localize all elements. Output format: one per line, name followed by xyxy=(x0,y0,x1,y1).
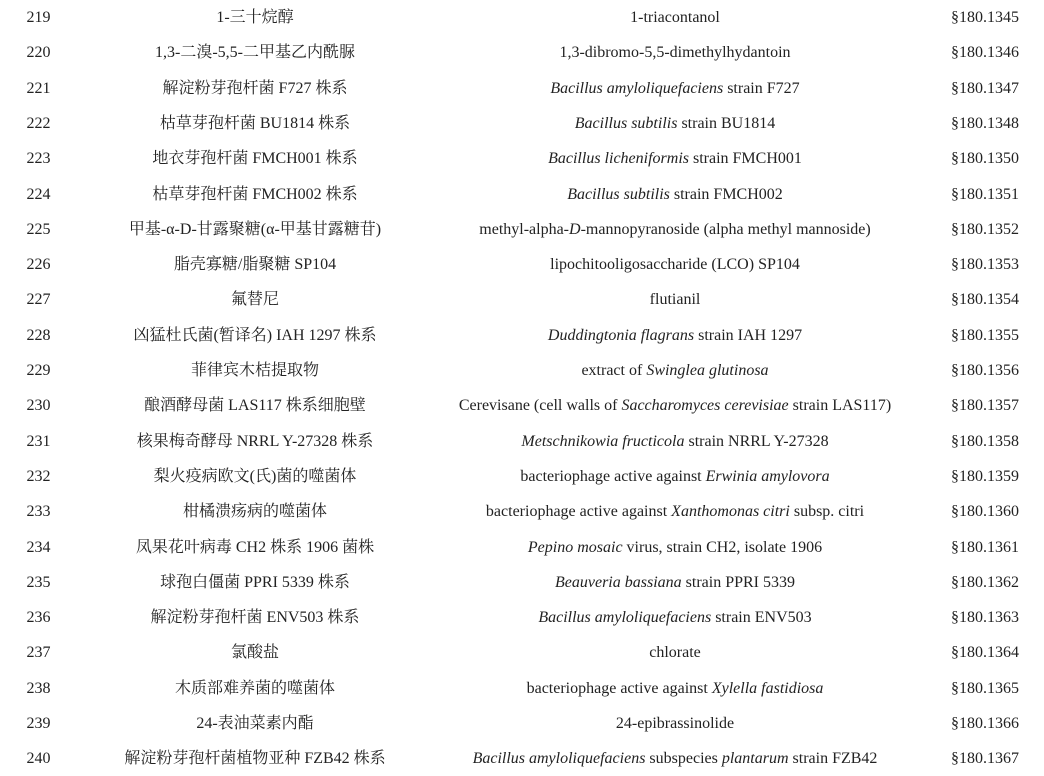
english-name-part: strain IAH 1297 xyxy=(694,326,803,344)
chinese-name: 核果梅奇酵母 NRRL Y-27328 株系 xyxy=(136,432,374,450)
english-name-italic-part: D xyxy=(569,220,581,238)
row-number: 232 xyxy=(26,467,51,485)
cfr-section: §180.1354 xyxy=(951,291,1019,309)
row-number: 227 xyxy=(26,291,51,309)
english-name xyxy=(425,459,925,494)
english-name xyxy=(425,106,925,141)
table-row xyxy=(0,671,1044,706)
english-name xyxy=(425,424,925,459)
row-number: 238 xyxy=(26,679,51,697)
chinese-name: 球孢白僵菌 PPRI 5339 株系 xyxy=(160,573,350,591)
english-name-part: strain F727 xyxy=(723,79,800,97)
row-number: 234 xyxy=(26,538,51,556)
english-name-italic-part: Swinglea glutinosa xyxy=(646,362,769,379)
chinese-name: 24-表油菜素内酯 xyxy=(196,715,314,732)
cfr-section: §180.1345 xyxy=(951,9,1019,26)
english-name xyxy=(425,494,925,529)
cfr-section: §180.1352 xyxy=(951,220,1019,238)
cfr-section: §180.1348 xyxy=(951,114,1019,132)
english-name xyxy=(425,318,925,353)
cfr-section: §180.1356 xyxy=(951,362,1019,379)
row-number: 219 xyxy=(26,9,51,26)
english-name-part: 1,3-dibromo-5,5-dimethylhydantoin xyxy=(559,44,791,62)
english-name-part: strain BU1814 xyxy=(677,114,776,132)
cfr-section: §180.1358 xyxy=(951,432,1019,450)
table-row xyxy=(0,177,1044,212)
table-row xyxy=(0,494,1044,529)
chinese-name: 解淀粉芽孢杆菌 F727 株系 xyxy=(162,79,348,97)
table-row xyxy=(0,565,1044,600)
english-name-part: strain ENV503 xyxy=(711,609,812,627)
chinese-name: 脂壳寡糖/脂聚糖 SP104 xyxy=(173,256,337,274)
english-name-part: bacteriophage active against xyxy=(485,503,672,521)
table-row xyxy=(0,282,1044,317)
english-name-italic-part: Bacillus subtilis xyxy=(574,114,678,132)
english-name-part: strain FMCH002 xyxy=(669,185,783,203)
chinese-name: 柑橘溃疡病的噬菌体 xyxy=(182,503,327,521)
chinese-name: 氟替尼 xyxy=(230,291,279,309)
row-number: 233 xyxy=(26,503,51,521)
english-name-italic-part: Pepino mosaic xyxy=(527,538,623,556)
cfr-section: §180.1364 xyxy=(951,644,1019,662)
english-name-italic-part: Erwinia amylovora xyxy=(705,467,830,485)
table-row xyxy=(0,35,1044,70)
english-name-part: subsp. citri xyxy=(789,503,865,521)
english-name-part: strain FZB42 xyxy=(788,750,878,768)
cfr-section: §180.1346 xyxy=(951,44,1019,62)
cfr-section: §180.1347 xyxy=(951,79,1019,97)
row-number: 225 xyxy=(26,220,51,238)
cfr-section: §180.1365 xyxy=(951,679,1019,697)
english-name xyxy=(425,530,925,565)
chinese-name: 甲基-α-D-甘露聚糖(α-甲基甘露糖苷) xyxy=(128,220,382,238)
english-name xyxy=(425,212,925,247)
table-row xyxy=(0,459,1044,494)
english-name-part: flutianil xyxy=(649,291,701,309)
english-name-italic-part: Xylella fastidiosa xyxy=(711,679,824,697)
cfr-section: §180.1366 xyxy=(951,715,1019,732)
cfr-section: §180.1363 xyxy=(951,609,1019,627)
table-row xyxy=(0,741,1044,776)
table-row xyxy=(0,0,1044,35)
table-row xyxy=(0,247,1044,282)
english-name-part: -mannopyranoside (alpha methyl mannoside) xyxy=(580,220,871,238)
english-name xyxy=(425,671,925,706)
cfr-section: §180.1350 xyxy=(951,150,1019,168)
english-name-italic-part: Bacillus amyloliquefaciens xyxy=(472,750,646,768)
chinese-name: 地衣芽孢杆菌 FMCH001 株系 xyxy=(152,150,358,168)
english-name xyxy=(425,600,925,635)
row-number: 236 xyxy=(26,609,51,627)
english-name xyxy=(425,565,925,600)
english-name-italic-part: Bacillus licheniformis xyxy=(548,150,689,168)
row-number: 231 xyxy=(26,432,51,450)
english-name xyxy=(425,282,925,317)
row-number: 226 xyxy=(26,256,51,274)
cfr-section: §180.1355 xyxy=(951,326,1019,344)
english-name xyxy=(425,353,925,388)
english-name-part: strain LAS117) xyxy=(788,397,892,415)
table-row xyxy=(0,353,1044,388)
table-row xyxy=(0,106,1044,141)
english-name xyxy=(425,177,925,212)
table-row xyxy=(0,141,1044,176)
english-name-part: strain NRRL Y-27328 xyxy=(684,432,829,450)
english-name-part: strain PPRI 5339 xyxy=(681,573,795,591)
row-number: 237 xyxy=(26,644,51,662)
chinese-name: 凶猛杜氏菌(暂译名) IAH 1297 株系 xyxy=(133,326,377,344)
english-name xyxy=(425,0,925,35)
english-name-italic-part: Bacillus subtilis xyxy=(567,185,670,203)
english-name-italic-part: Metschnikowia fructicola xyxy=(521,432,685,450)
chinese-name: 解淀粉芽孢杆菌植物亚种 FZB42 株系 xyxy=(124,750,386,768)
english-name-part: strain FMCH001 xyxy=(688,150,802,168)
table-row xyxy=(0,600,1044,635)
english-name-part: chlorate xyxy=(649,644,701,662)
row-number: 222 xyxy=(26,114,51,132)
english-name-italic-part: Bacillus amyloliquefaciens xyxy=(550,79,724,97)
row-number: 229 xyxy=(26,362,51,379)
english-name xyxy=(425,741,925,776)
english-name-italic-part: Xanthomonas citri xyxy=(671,503,790,521)
table-row xyxy=(0,635,1044,670)
cfr-section: §180.1367 xyxy=(951,750,1019,768)
table-row xyxy=(0,424,1044,459)
row-number: 220 xyxy=(26,44,51,62)
row-number: 239 xyxy=(26,715,51,732)
english-name xyxy=(425,35,925,70)
english-name-part: extract of xyxy=(581,362,647,379)
row-number: 228 xyxy=(26,326,51,344)
cfr-section: §180.1359 xyxy=(951,467,1019,485)
row-number: 221 xyxy=(26,79,51,97)
chinese-name: 酿酒酵母菌 LAS117 株系细胞壁 xyxy=(144,397,366,415)
row-number: 230 xyxy=(26,397,51,415)
cfr-section: §180.1351 xyxy=(951,185,1019,203)
english-name-italic-part: Duddingtonia flagrans xyxy=(547,326,695,344)
english-name-part: Cerevisane (cell walls of xyxy=(458,397,622,415)
table-row xyxy=(0,706,1044,741)
english-name-italic-part: plantarum xyxy=(721,750,789,768)
chinese-name: 1,3-二溴-5,5-二甲基乙内酰脲 xyxy=(155,44,355,62)
cfr-section: §180.1362 xyxy=(951,573,1019,591)
table-row xyxy=(0,318,1044,353)
row-number: 235 xyxy=(26,573,51,591)
english-name-part: bacteriophage active against xyxy=(520,467,706,485)
chinese-name: 木质部难养菌的噬菌体 xyxy=(174,679,335,697)
chinese-name: 梨火疫病欧文(氏)菌的噬菌体 xyxy=(153,467,357,485)
cfr-section: §180.1360 xyxy=(951,503,1019,521)
chinese-name: 菲律宾木桔提取物 xyxy=(190,362,319,379)
chinese-name: 氯酸盐 xyxy=(230,644,279,662)
english-name-italic-part: Saccharomyces cerevisiae xyxy=(621,397,789,415)
english-name xyxy=(425,388,925,423)
chinese-name: 凤果花叶病毒 CH2 株系 1906 菌株 xyxy=(135,538,375,556)
table-row xyxy=(0,71,1044,106)
english-name-part: lipochitooligosaccharide (LCO) SP104 xyxy=(550,256,800,274)
row-number: 240 xyxy=(26,750,51,768)
chinese-name: 枯草芽孢杆菌 FMCH002 株系 xyxy=(152,185,358,203)
english-name xyxy=(425,141,925,176)
english-name xyxy=(425,635,925,670)
english-name xyxy=(425,706,925,741)
english-name-italic-part: Beauveria bassiana xyxy=(555,573,682,591)
cfr-section: §180.1357 xyxy=(951,397,1019,415)
english-name-part: bacteriophage active against xyxy=(526,679,712,697)
chinese-name: 解淀粉芽孢杆菌 ENV503 株系 xyxy=(150,609,360,627)
table-row xyxy=(0,212,1044,247)
chinese-name: 枯草芽孢杆菌 BU1814 株系 xyxy=(159,114,351,132)
english-name-part: 24-epibrassinolide xyxy=(615,715,735,732)
row-number: 224 xyxy=(26,185,51,203)
english-name-part: 1-triacontanol xyxy=(630,9,720,26)
cfr-section: §180.1353 xyxy=(951,256,1019,274)
english-name-italic-part: Bacillus amyloliquefaciens xyxy=(538,609,712,627)
cfr-section: §180.1361 xyxy=(951,538,1019,556)
table-row xyxy=(0,530,1044,565)
english-name-part: methyl-alpha- xyxy=(479,220,570,238)
row-number: 223 xyxy=(26,150,51,168)
english-name-part: subspecies xyxy=(645,750,722,768)
chinese-name: 1-三十烷醇 xyxy=(216,9,294,26)
table-row xyxy=(0,388,1044,423)
english-name xyxy=(425,247,925,282)
english-name xyxy=(425,71,925,106)
english-name-part: virus, strain CH2, isolate 1906 xyxy=(622,538,823,556)
